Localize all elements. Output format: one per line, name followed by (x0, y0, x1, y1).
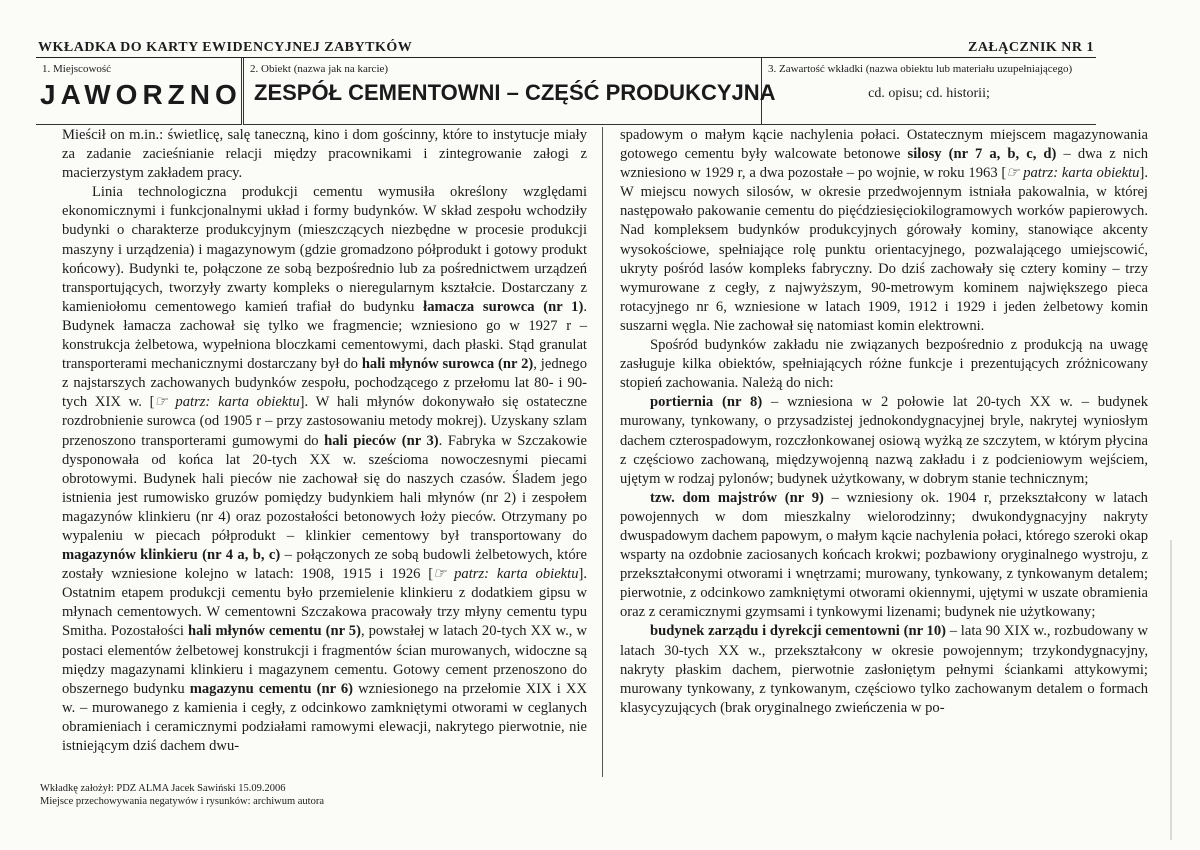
building-name: budynek zarządu i dyrekcji cementowni (nr 10) (650, 623, 946, 640)
paragraph: Mieścił on m.in.: świetlicę, salę taneczną, kino i dom gościnny, które to instytucje miały za zadanie zacieśnianie relacji między pracownikami i zintegrowanie załogi z macierzystym zakładem pracy. (62, 127, 587, 182)
building-name: hali pieców (nr 3) (324, 432, 439, 449)
footer-author: Wkładkę założył: PDZ ALMA Jacek Sawiński 15.09.2006 (40, 783, 286, 794)
locality-box (36, 58, 242, 125)
list-item: tzw. dom majstrów (nr 9) – wzniesiony ok. 1904 r, przekształcony w latach powojennych w dom mieszkalny wielorodzinny; dwukondygnacyjny nakryty dwuspadowym dachem papowym, o małym kącie nachylenia połaci, którego szeroki okap wsparty na ozdobnie zaciosanych końcach krokwi; pozbawiony oryginalnego wystroju, z przekształconymi otworami i wnętrzami; murowany, tynkowany, z tynkowanym detalem; pierwotnie, z odcinkowo zamkniętymi otworami okiennymi, ujętymi w uszate obramienia oraz z ceramicznymi gzymsami i tynkowymi lizenami; budynek nie użytkowany; (620, 489, 1148, 621)
list-item: budynek zarządu i dyrekcji cementowni (nr 10) – lata 90 XIX w., rozbudowany w latach 30-tych XX w., przekształcony w okresie powojennym; trzykondygnacyjny, nakryty płaskim dachem, pierwotnie zasłoniętym pełnymi ściankami attykowymi; murowany tynkowany, z tynkowanym, częściowo tylko zachowanym detalem o formach klasycyzujących (brak oryginalnego zwieńczenia w po- (620, 623, 1148, 716)
paragraph: spadowym o małym kącie nachylenia połaci. Ostatecznym miejscem magazynowania gotowego cementu były walcowate betonowe silosy (nr 7 a, b, c, d) – dwa z nich wzniesiono w 1929 r, a dwa pozostałe – po wojnie, w roku 1963 [☞ patrz: karta obiektu]. W miejscu nowych silosów, w okresie przedwojennym istniała pakowalnia, w której następowało pakowanie cementu do pięćdziesięciokilogramowych worków papierowych. Nad kompleksem budynków produkcyjnych górowały kominy, stanowiące akcenty wysokościowe, spełniające rolę punktu orientacyjnego, pozwalającego umiejscowić, ukryty pośród lasów kompleks fabryczny. Do dziś zachowały się cztery kominy – trzy wymurowane z cegły, z najwyższym, 90-metrowym kominem największego pieca rotacyjnego nr 6, wzniesione w latach 1909, 1912 i 1929 i jeden żelbetowy komin suszarni węgla. Nie zachował się natomiast komin elektrowni. (620, 127, 1148, 334)
form-title: WKŁADKA DO KARTY EWIDENCYJNEJ ZABYTKÓW (38, 40, 413, 55)
locality-value: JAWORZNO (40, 79, 242, 110)
appendix-label: ZAŁĄCZNIK NR 1 (967, 40, 1094, 55)
footer-storage: Miejsce przechowywania negatywów i rysunków: archiwum autora (40, 796, 324, 807)
object-value: ZESPÓŁ CEMENTOWNI – CZĘŚĆ PRODUKCYJNA (254, 80, 776, 105)
right-column (620, 126, 1148, 718)
building-name: silosy (nr 7 a, b, c, d) (907, 146, 1057, 163)
left-column (62, 126, 587, 756)
list-item: portiernia (nr 8) – wzniesiona w 2 połowie lat 20-tych XX w. – budynek murowany, tynkowany, o przysadzistej jednokondygnacyjnej bryle, nakrytej wyniosłym dachem czterospadowym, rozczłonkowanej osiową wyżką ze szczytem, w którym płycina z częściowo zachowaną, międzywojenną nazwą zakładu i z podcieniowym wejściem, ujętym w rodzaj pylonów; budynek użytkowany, w dobrym stanie technicznym; (620, 394, 1148, 487)
building-name: hali młynów surowca (nr 2) (361, 356, 534, 373)
paragraph: Linia technologiczna produkcji cementu wymusiła określony względami ekonomicznymi i funkcjonalnymi układ i formy budynków. W skład zespołu wchodziły budynki o charakterze produkcyjnym (mieszczących niezbędne w procesie produkcji maszyny i urządzenia) i magazynowym (gdzie gromadzono półprodukt i gotowy produkt końcowy). Budynki te, połączone ze sobą bezpośrednio lub za pośrednictwem urządzeń transportujących, tworzyły zwarty kompleks o nieregularnym kształcie. Dostarczany z kamieniołomu cementowego kamień trafiał do budynku łamacza surowca (nr 1). Budynek łamacza zachował się tylko we fragmencie; wzniesiono go w 1927 r – konstrukcja żelbetowa, wypełniona bloczkami cementowymi, dach płaski. Stąd granulat transporterami mechanicznymi dostarczany był do hali młynów surowca (nr 2), jednego z najstarszych zachowanych budynków zespołu, pochodzącego z przełomu lat 80- i 90-tych XIX w. [☞ patrz: karta obiektu]. W hali młynów dokonywało się ostateczne rozdrobnienie surowca (od 1905 r – przy zastosowaniu metody mokrej). Uzyskany szlam przenoszono transporterami gumowymi do hali pieców (nr 3). Fabryka w Szczakowie dysponowała od końca lat 20-tych XX w. sześcioma nowoczesnymi piecami obrotowymi. Budynek hali pieców nie zachował się do naszych czasów. Śladem jego istnienia jest rumowisko gruzów pomiędzy budynkiem hali młynów (nr 2) i zespołem magazynów klinkieru (nr 4) oraz pozostałości betonowych łoży pieców. Otrzymany po wypaleniu w piecach półprodukt – klinkier cementowy był transportowany do magazynów klinkieru (nr 4 a, b, c) – połączonych ze sobą budowli żelbetowych, które zostały wzniesione kolejno w latach: 1908, 1915 i 1926 [☞ patrz: karta obiektu]. Ostatnim etapem produkcji cementu było przemielenie klinkieru z dodatkiem gipsu w młynach cementowych. W cementowni Szczakowa pracowały trzy młyny cementu typu Smitha. Pozostałości hali młynów cementu (nr 5), powstałej w latach 20-tych XX w., w postaci elementów żelbetowej konstrukcji i fragmentów ścian murowanych, widoczne są między magazynami klinkieru i magazynem cementu. Gotowy cement przenoszono do obszernego budynku magazynu cementu (nr 6) wzniesionego na przełomie XIX i XX w. – murowanego z kamienia i cegły, z odcinkowo zamkniętymi otworami w ceglanych obramieniach i ceramicznymi podziałami ramowymi elewacji, nakrytego pierwotnie, nie istniejącym dziś dachem dwu- (62, 184, 588, 754)
column-divider (602, 127, 603, 777)
building-name: magazynów klinkieru (nr 4 a, b, c) (62, 547, 281, 564)
paragraph: Spośród budynków zakładu nie związanych bezpośrednio z produkcją na uwagę zasługuje kilka obiektów, spełniających różne funkcje i prezentujących zróżnicowany stopień zachowania. Należą do nich: (620, 337, 1148, 392)
object-label: 2. Obiekt (nazwa jak na karcie) (250, 63, 389, 75)
contents-value: cd. opisu; cd. historii; (868, 86, 990, 101)
page-edge-shadow (1170, 540, 1172, 840)
contents-label: 3. Zawartość wkładki (nazwa obiektu lub materiału uzupełniającego) (768, 63, 1073, 75)
reference-link: ☞ patrz: karta obiektu (1006, 165, 1140, 182)
reference-link: ☞ patrz: karta obiektu (154, 394, 300, 411)
contents-box (762, 58, 1096, 125)
locality-label: 1. Miejscowość (42, 63, 112, 75)
building-name: tzw. dom majstrów (nr 9) (650, 489, 824, 506)
building-name: portiernia (nr 8) (650, 394, 763, 411)
building-name: hali młynów cementu (nr 5) (187, 623, 361, 640)
object-box (243, 58, 776, 125)
building-name: łamacza surowca (nr 1) (423, 298, 584, 315)
building-name: magazynu cementu (nr 6) (189, 680, 354, 697)
reference-link: ☞ patrz: karta obiektu (433, 566, 579, 583)
